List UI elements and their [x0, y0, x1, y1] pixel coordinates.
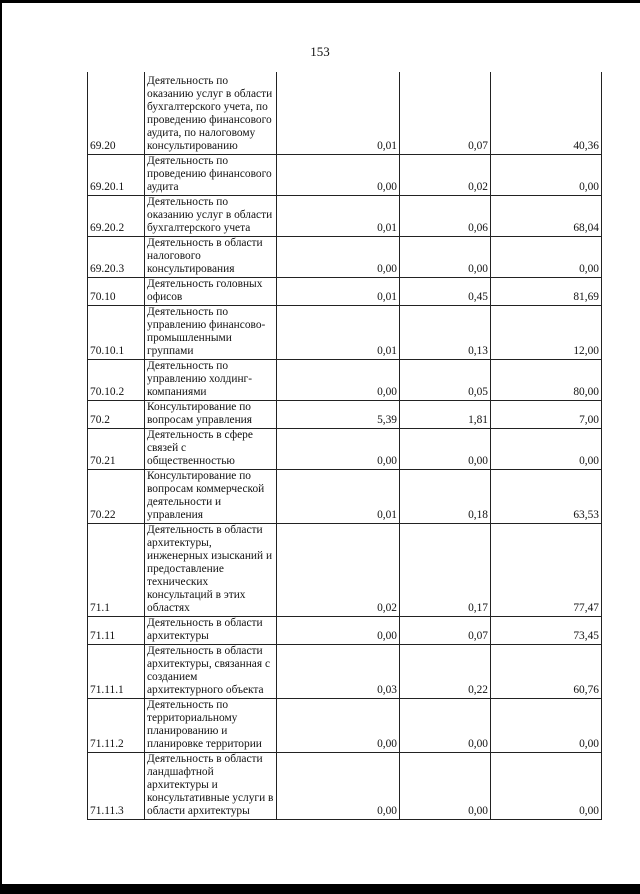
value2-cell: 0,18	[400, 469, 491, 523]
table-row	[88, 523, 602, 616]
table-row	[88, 359, 602, 400]
value1-cell: 0,00	[277, 428, 400, 469]
value2-cell: 0,02	[400, 154, 491, 195]
value1-cell: 0,01	[277, 469, 400, 523]
value3-cell: 0,00	[491, 236, 602, 277]
table-row	[88, 644, 602, 698]
page-number: 153	[310, 44, 330, 59]
code-cell: 70.2	[88, 400, 145, 428]
code-cell: 71.1	[88, 523, 145, 616]
value3-cell: 80,00	[491, 359, 602, 400]
scan-border-left	[0, 0, 2, 894]
name-cell: Деятельность по территориальному планированию и планировке территории	[145, 698, 277, 752]
table-row	[88, 400, 602, 428]
table-body	[88, 72, 602, 819]
value2-cell: 0,22	[400, 644, 491, 698]
value1-cell: 0,02	[277, 523, 400, 616]
value2-cell: 0,00	[400, 752, 491, 819]
name-cell: Деятельность в области ландшафтной архитектуры и консультативные услуги в области архитектуры	[145, 752, 277, 819]
table-row	[88, 154, 602, 195]
table-row	[88, 616, 602, 644]
value3-cell: 7,00	[491, 400, 602, 428]
name-cell: Деятельность по управлению финансово-промышленными группами	[145, 305, 277, 359]
value2-cell: 0,07	[400, 72, 491, 154]
table-row	[88, 698, 602, 752]
name-cell: Деятельность по оказанию услуг в области бухгалтерского учета, по проведению финансового аудита, по налоговому консультированию	[145, 72, 277, 154]
table-row	[88, 752, 602, 819]
name-cell: Деятельность в области архитектуры	[145, 616, 277, 644]
value3-cell: 63,53	[491, 469, 602, 523]
value1-cell: 0,00	[277, 154, 400, 195]
value2-cell: 0,07	[400, 616, 491, 644]
scan-border-bottom	[0, 884, 640, 894]
value2-cell: 0,45	[400, 277, 491, 305]
value3-cell: 0,00	[491, 698, 602, 752]
value1-cell: 0,00	[277, 236, 400, 277]
value3-cell: 0,00	[491, 154, 602, 195]
value2-cell: 0,00	[400, 698, 491, 752]
table-row	[88, 72, 602, 154]
value2-cell: 0,00	[400, 236, 491, 277]
value2-cell: 0,13	[400, 305, 491, 359]
code-cell: 69.20.3	[88, 236, 145, 277]
name-cell: Деятельность в области архитектуры, связанная с созданием архитектурного объекта	[145, 644, 277, 698]
code-cell: 71.11.2	[88, 698, 145, 752]
name-cell: Консультирование по вопросам управления	[145, 400, 277, 428]
name-cell: Деятельность по управлению холдинг-компаниями	[145, 359, 277, 400]
value1-cell: 0,01	[277, 72, 400, 154]
value1-cell: 0,00	[277, 359, 400, 400]
name-cell: Деятельность по оказанию услуг в области бухгалтерского учета	[145, 195, 277, 236]
name-cell: Деятельность по проведению финансового аудита	[145, 154, 277, 195]
scan-border-top	[0, 0, 640, 3]
value3-cell: 77,47	[491, 523, 602, 616]
value2-cell: 0,06	[400, 195, 491, 236]
value1-cell: 0,01	[277, 195, 400, 236]
value2-cell: 0,00	[400, 428, 491, 469]
code-cell: 71.11.3	[88, 752, 145, 819]
code-cell: 71.11.1	[88, 644, 145, 698]
table-row	[88, 195, 602, 236]
value3-cell: 81,69	[491, 277, 602, 305]
code-cell: 71.11	[88, 616, 145, 644]
value2-cell: 0,17	[400, 523, 491, 616]
code-cell: 69.20.1	[88, 154, 145, 195]
value2-cell: 0,05	[400, 359, 491, 400]
value1-cell: 5,39	[277, 400, 400, 428]
value3-cell: 60,76	[491, 644, 602, 698]
value1-cell: 0,00	[277, 616, 400, 644]
value1-cell: 0,03	[277, 644, 400, 698]
value1-cell: 0,01	[277, 305, 400, 359]
table-row	[88, 469, 602, 523]
value3-cell: 0,00	[491, 752, 602, 819]
code-cell: 70.10.2	[88, 359, 145, 400]
name-cell: Деятельность головных офисов	[145, 277, 277, 305]
code-cell: 69.20	[88, 72, 145, 154]
activity-table	[87, 72, 602, 820]
table-row	[88, 305, 602, 359]
name-cell: Деятельность в области налогового консультирования	[145, 236, 277, 277]
name-cell: Деятельность в сфере связей с общественностью	[145, 428, 277, 469]
code-cell: 70.10	[88, 277, 145, 305]
table-row	[88, 277, 602, 305]
code-cell: 69.20.2	[88, 195, 145, 236]
code-cell: 70.10.1	[88, 305, 145, 359]
name-cell: Деятельность в области архитектуры, инженерных изысканий и предоставление технических консультаций в этих областях	[145, 523, 277, 616]
code-cell: 70.22	[88, 469, 145, 523]
table-row	[88, 236, 602, 277]
value1-cell: 0,01	[277, 277, 400, 305]
table-row	[88, 428, 602, 469]
value3-cell: 0,00	[491, 428, 602, 469]
value3-cell: 73,45	[491, 616, 602, 644]
value3-cell: 68,04	[491, 195, 602, 236]
value3-cell: 40,36	[491, 72, 602, 154]
value1-cell: 0,00	[277, 698, 400, 752]
code-cell: 70.21	[88, 428, 145, 469]
value3-cell: 12,00	[491, 305, 602, 359]
name-cell: Консультирование по вопросам коммерческой деятельности и управления	[145, 469, 277, 523]
value2-cell: 1,81	[400, 400, 491, 428]
value1-cell: 0,00	[277, 752, 400, 819]
